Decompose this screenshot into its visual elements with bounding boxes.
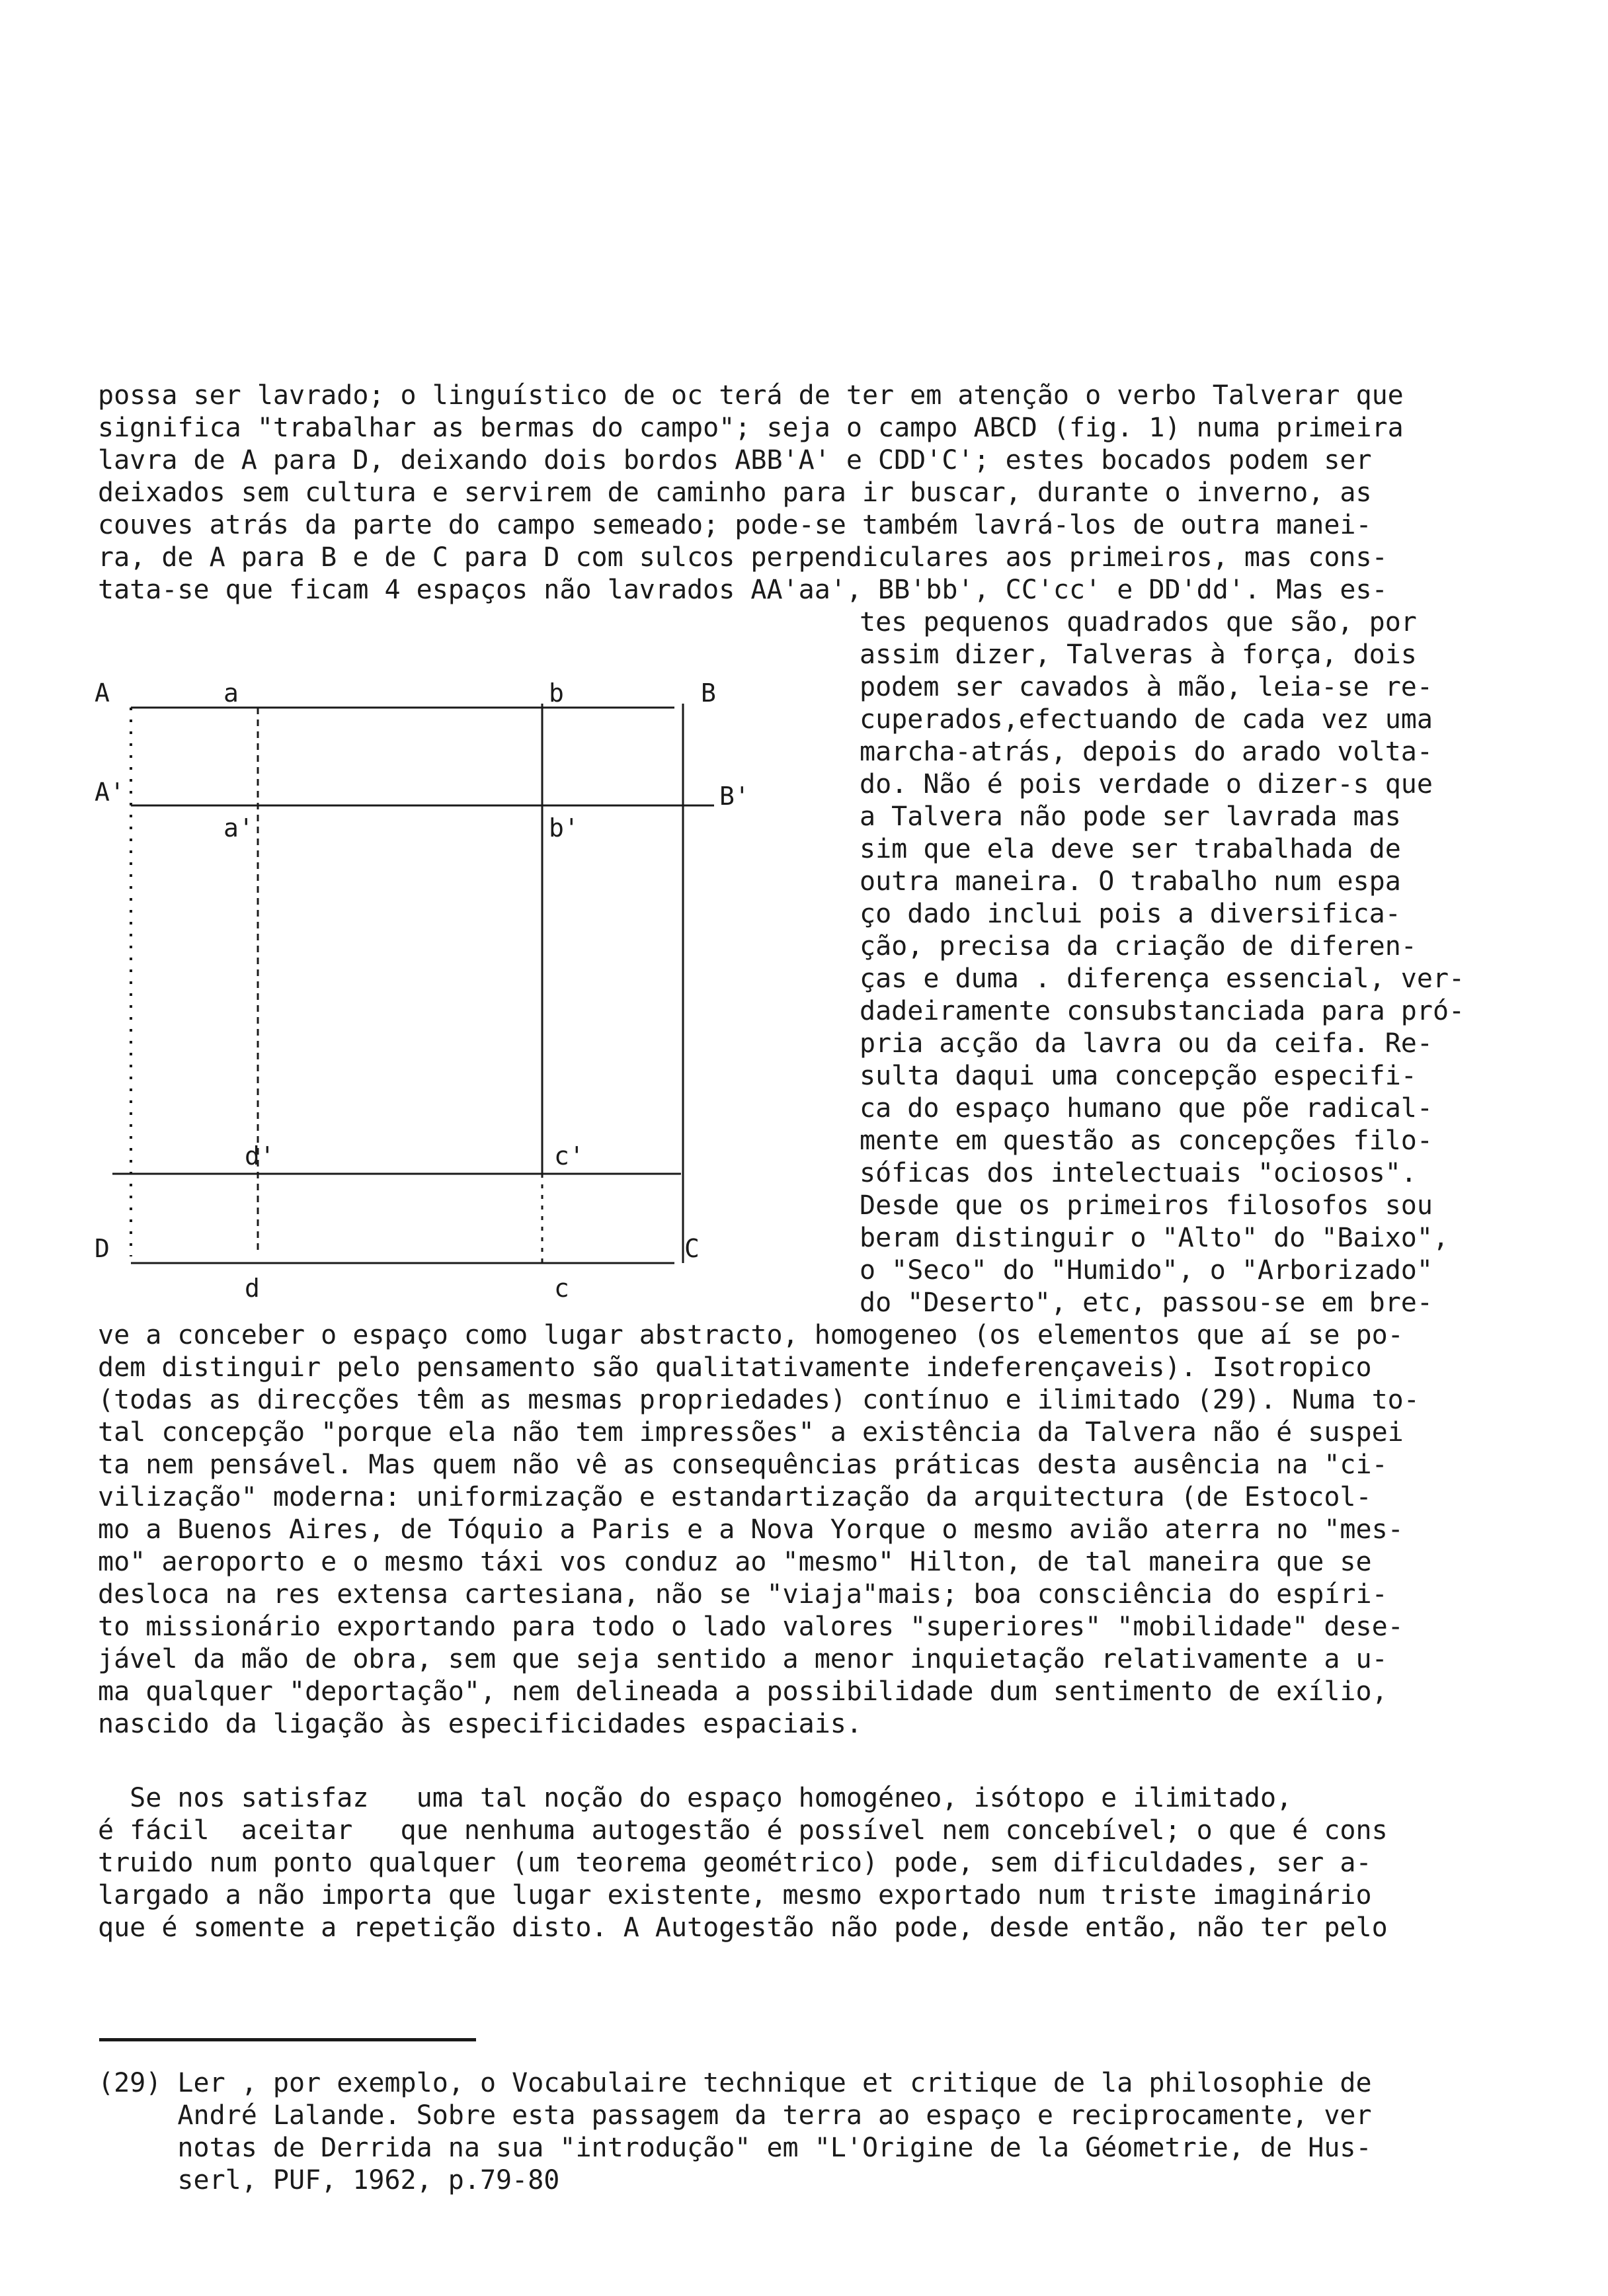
- text-line: nascido da ligação às especificidades espaciais.: [98, 1709, 862, 1739]
- text-line: tal concepção "porque ela não tem impressões" a existência da Talvera não é suspei: [98, 1417, 1404, 1448]
- text-line: que é somente a repetição disto. A Autogestão não pode, desde então, não ter pelo: [98, 1912, 1388, 1943]
- text-line: largado a não importa que lugar existente, mesmo exportado num triste imaginário: [98, 1880, 1372, 1910]
- text-line: dadeiramente consubstanciada para pró-: [860, 996, 1465, 1026]
- footnote-line: serl, PUF, 1962, p.79-80: [98, 2165, 560, 2195]
- label-d-prime: d': [245, 1141, 275, 1170]
- text-line: jável da mão de obra, sem que seja sentido a menor inquietação relativamente a u-: [98, 1644, 1388, 1674]
- text-line: deixados sem cultura e servirem de caminho para ir buscar, durante o inverno, as: [98, 477, 1372, 508]
- text-line: ças e duma . diferença essencial, ver-: [860, 964, 1465, 994]
- text-line: ca do espaço humano que põe radical-: [860, 1093, 1433, 1124]
- label-c: c: [554, 1274, 569, 1303]
- text-line: to missionário exportando para todo o lado valores "superiores" "mobilidade" dese-: [98, 1612, 1404, 1642]
- text-line: (todas as direcções têm as mesmas propriedades) contínuo e ilimitado (29). Numa to-: [98, 1385, 1420, 1415]
- label-c-prime: c': [554, 1141, 584, 1170]
- footnote-rule: [99, 2038, 476, 2041]
- text-line: possa ser lavrado; o linguístico de oc terá de ter em atenção o verbo Talverar que: [98, 380, 1404, 411]
- text-line: cuperados,efectuando de cada vez uma: [860, 704, 1433, 735]
- text-line: tes pequenos quadrados que são, por: [860, 607, 1417, 637]
- text-line: ra, de A para B e de C para D com sulcos perpendiculares aos primeiros, mas cons-: [98, 542, 1388, 573]
- footnote-line: notas de Derrida na sua "introdução" em "L'Origine de la Géometrie, de Hus-: [98, 2133, 1372, 2163]
- text-line: mo" aeroporto e o mesmo táxi vos conduz ao "mesmo" Hilton, de tal maneira que se: [98, 1547, 1372, 1577]
- text-line: podem ser cavados à mão, leia-se re-: [860, 672, 1433, 702]
- text-line: sulta daqui uma concepção especifi-: [860, 1061, 1417, 1091]
- footnote-line: André Lalande. Sobre esta passagem da terra ao espaço e reciprocamente, ver: [98, 2100, 1372, 2131]
- label-d: d: [245, 1274, 260, 1303]
- text-line: truido num ponto qualquer (um teorema geométrico) pode, sem dificuldades, ser a-: [98, 1848, 1372, 1878]
- text-line: assim dizer, Talveras à força, dois: [860, 639, 1417, 670]
- field-diagram: [93, 655, 727, 1303]
- label-a: a: [223, 678, 239, 708]
- label-D: D: [95, 1234, 110, 1263]
- text-line: sóficas dos intelectuais "ociosos".: [860, 1158, 1417, 1188]
- label-A: A: [95, 678, 110, 708]
- footnote-line: (29) Ler , por exemplo, o Vocabulaire technique et critique de la philosophie de: [98, 2068, 1372, 2098]
- text-line: mente em questão as concepções filo-: [860, 1126, 1433, 1156]
- text-line: o "Seco" do "Humido", o "Arborizado": [860, 1255, 1433, 1286]
- text-line: outra maneira. O trabalho num espa: [860, 866, 1401, 897]
- label-b: b: [549, 678, 564, 708]
- text-line: Se nos satisfaz uma tal noção do espaço homogéneo, isótopo e ilimitado,: [98, 1783, 1293, 1813]
- text-line: dem distinguir pelo pensamento são qualitativamente indeferençaveis). Isotropico: [98, 1352, 1372, 1383]
- text-line: pria acção da lavra ou da ceifa. Re-: [860, 1028, 1433, 1059]
- text-line: lavra de A para D, deixando dois bordos ABB'A' e CDD'C'; estes bocados podem ser: [98, 445, 1372, 475]
- text-line: ve a conceber o espaço como lugar abstracto, homogeneo (os elementos que aí se po-: [98, 1320, 1404, 1350]
- text-line: desloca na res extensa cartesiana, não se "viaja"mais; boa consciência do espíri-: [98, 1579, 1388, 1610]
- label-B: B: [701, 678, 716, 708]
- label-a-prime: a': [223, 813, 254, 842]
- text-line: vilização" moderna: uniformização e estandartização da arquitectura (de Estocol-: [98, 1482, 1372, 1512]
- text-line: beram distinguir o "Alto" do "Baixo",: [860, 1223, 1449, 1253]
- text-line: é fácil aceitar que nenhuma autogestão é possível nem concebível; o que é cons: [98, 1815, 1388, 1846]
- label-C: C: [684, 1234, 700, 1263]
- label-A-prime: A': [95, 778, 125, 807]
- text-line: mo a Buenos Aires, de Tóquio a Paris e a Nova Yorque o mesmo avião aterra no "mes-: [98, 1514, 1404, 1545]
- label-B-prime: B': [719, 782, 750, 811]
- text-line: ção, precisa da criação de diferen-: [860, 931, 1417, 962]
- text-line: sim que ela deve ser trabalhada de: [860, 834, 1401, 864]
- text-line: do "Deserto", etc, passou-se em bre-: [860, 1288, 1433, 1318]
- text-line: ma qualquer "deportação", nem delineada a possibilidade dum sentimento de exílio,: [98, 1676, 1388, 1707]
- text-line: Desde que os primeiros filosofos sou: [860, 1190, 1433, 1221]
- label-b-prime: b': [549, 813, 579, 842]
- text-line: significa "trabalhar as bermas do campo"; seja o campo ABCD (fig. 1) numa primeira: [98, 413, 1404, 443]
- text-line: ta nem pensável. Mas quem não vê as consequências práticas desta ausência na "ci-: [98, 1450, 1388, 1480]
- text-line: couves atrás da parte do campo semeado; pode-se também lavrá-los de outra manei-: [98, 510, 1372, 540]
- text-line: do. Não é pois verdade o dizer-s que: [860, 769, 1433, 800]
- text-line: a Talvera não pode ser lavrada mas: [860, 801, 1401, 832]
- text-line: tata-se que ficam 4 espaços não lavrados AA'aa', BB'bb', CC'cc' e DD'dd'. Mas es-: [98, 575, 1388, 605]
- text-line: ço dado inclui pois a diversifica-: [860, 899, 1401, 929]
- text-line: marcha-atrás, depois do arado volta-: [860, 737, 1433, 767]
